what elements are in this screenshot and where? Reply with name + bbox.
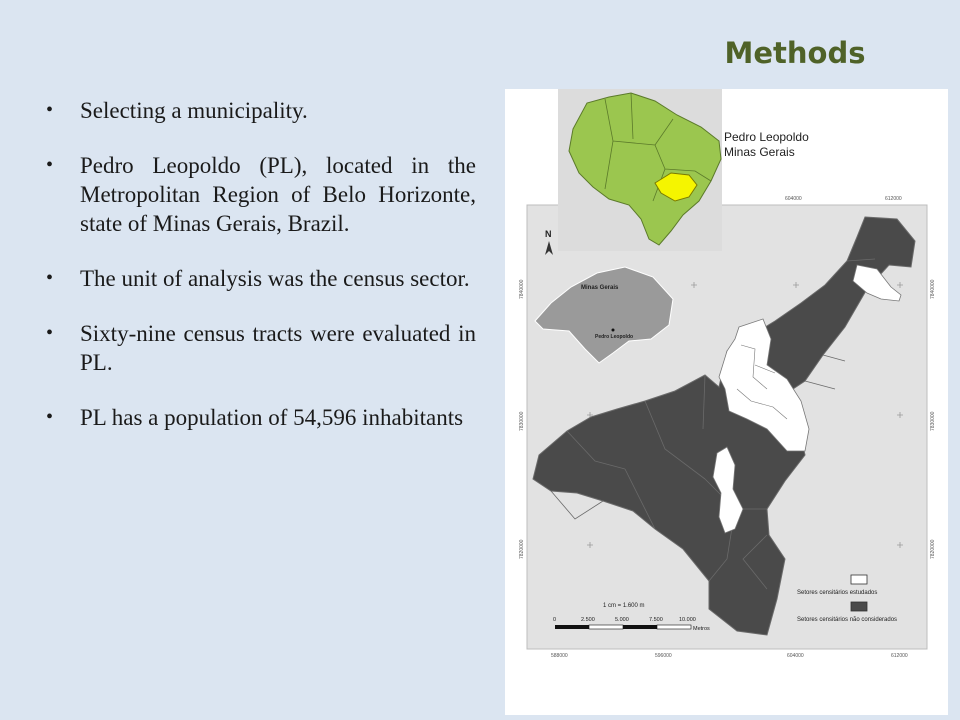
bullet-item	[46, 264, 476, 293]
coord-label: 7820000	[519, 539, 525, 559]
bullet-text: PL has a population of 54,596 inhabitants	[80, 405, 464, 430]
scale-unit: Metros	[693, 626, 710, 632]
inset-label-state: Minas Gerais	[724, 145, 795, 159]
coord-label: 7840000	[930, 279, 936, 299]
bullet-icon: •	[46, 99, 54, 121]
bullet-text: The unit of analysis was the census sector.	[80, 266, 470, 291]
legend-label-not-considered: Setores censitários não considerados	[797, 617, 898, 623]
coord-label: 612000	[885, 196, 902, 202]
locator-state-label: Minas Gerais	[581, 285, 619, 291]
scale-bar	[555, 625, 691, 629]
bullet-item	[46, 151, 476, 238]
legend-swatch-studied	[851, 575, 867, 584]
bullet-list	[46, 96, 476, 458]
coord-label: 7830000	[930, 411, 936, 431]
bullet-icon: •	[46, 154, 54, 176]
bullet-icon: •	[46, 267, 54, 289]
bullet-text: Pedro Leopoldo (PL), located in the Metropolitan Region of Belo Horizonte, state of Minas Gerais, Brazil.	[80, 153, 476, 236]
coord-label: 588000	[551, 653, 568, 659]
coord-label: 604000	[785, 196, 802, 202]
bullet-item	[46, 96, 476, 125]
scale-text: 1 cm = 1.600 m	[603, 603, 645, 609]
slide-title: Methods	[724, 36, 866, 70]
coord-label: 7840000	[519, 279, 525, 299]
legend-swatch-not-considered	[851, 602, 867, 611]
coord-label: 7820000	[930, 539, 936, 559]
locator-city-label: Pedro Leopoldo	[595, 334, 634, 340]
map-figure	[505, 89, 948, 715]
bullet-icon: •	[46, 322, 54, 344]
north-label: N	[545, 229, 552, 239]
scale-tick: 5.000	[615, 617, 629, 623]
scale-tick: 10.000	[679, 617, 696, 623]
legend-label-studied: Setores censitários estudados	[797, 590, 878, 596]
scale-tick: 7.500	[649, 617, 663, 623]
bullet-text: Selecting a municipality.	[80, 98, 308, 123]
pedro-leopoldo-point-icon	[612, 329, 615, 332]
coord-label: 604000	[787, 653, 804, 659]
bullet-item	[46, 319, 476, 377]
scale-tick: 2.500	[581, 617, 595, 623]
inset-label-city: Pedro Leopoldo	[724, 130, 809, 144]
map-svg	[505, 89, 948, 715]
bullet-icon: •	[46, 406, 54, 428]
coord-label: 612000	[891, 653, 908, 659]
bullet-item	[46, 403, 476, 432]
coord-label: 7830000	[519, 411, 525, 431]
scale-tick: 0	[553, 617, 557, 623]
coord-label: 596000	[655, 653, 672, 659]
bullet-text: Sixty-nine census tracts were evaluated in PL.	[80, 321, 476, 375]
